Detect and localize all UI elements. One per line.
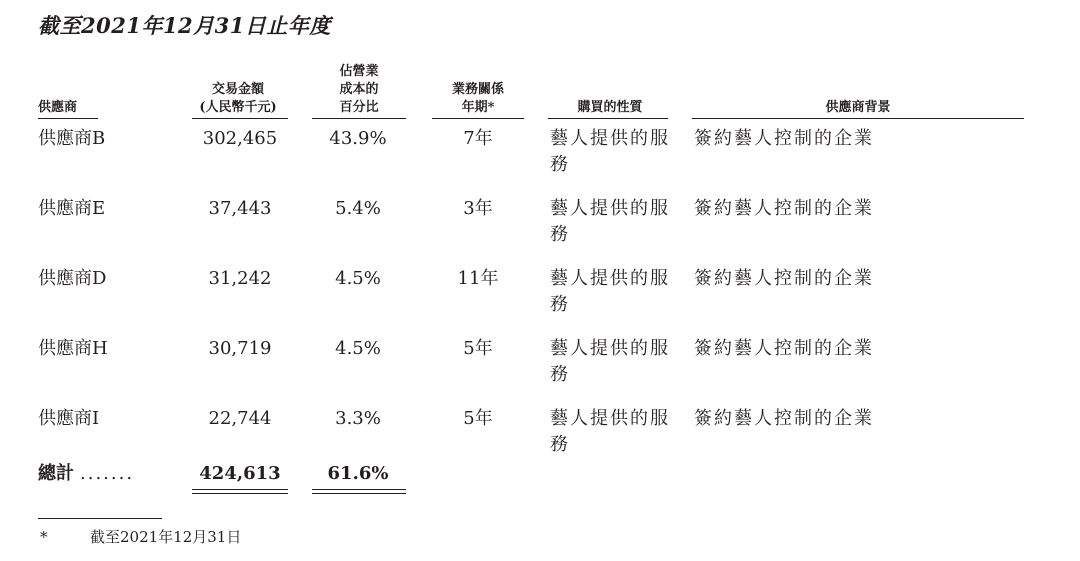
row-4-background: 簽約藝人控制的企業 xyxy=(694,338,874,359)
header-years-line1: 業務關係 xyxy=(451,82,504,97)
row-3-background: 簽約藝人控制的企業 xyxy=(694,268,874,289)
header-years xyxy=(432,81,524,117)
total-amount: 424,613 xyxy=(199,463,281,484)
row-4-amount: 30,719 xyxy=(208,338,272,359)
header-rule-amount xyxy=(192,118,288,119)
header-purchase xyxy=(550,99,670,117)
header-rule-background xyxy=(692,118,1024,119)
header-supplier xyxy=(38,99,77,117)
header-amount xyxy=(188,81,288,117)
row-3-supplier: 供應商D xyxy=(38,268,107,289)
header-purchase-label: 購買的性質 xyxy=(577,100,643,115)
row-5-amount: 22,744 xyxy=(208,408,272,429)
header-percent-line1: 佔營業 xyxy=(339,64,379,79)
total-leader-dots: ....... xyxy=(80,463,135,484)
header-background-label: 供應商背景 xyxy=(825,100,891,115)
header-supplier-label: 供應商 xyxy=(38,100,78,115)
row-3-years: 11年 xyxy=(457,268,499,289)
total-percent-double-rule xyxy=(312,489,406,494)
row-3-purchase: 藝人提供的服務 xyxy=(550,268,670,315)
row-5-years: 5年 xyxy=(463,408,493,429)
row-2-background: 簽約藝人控制的企業 xyxy=(694,198,874,219)
row-4-percent: 4.5% xyxy=(335,338,381,359)
row-3-amount: 31,242 xyxy=(208,268,272,289)
row-1-purchase: 藝人提供的服務 xyxy=(550,128,670,175)
total-row-label xyxy=(38,461,134,487)
row-1-years: 7年 xyxy=(463,128,493,149)
header-rule-years xyxy=(432,118,524,119)
footnote-rule xyxy=(38,518,162,519)
header-rule-supplier xyxy=(38,118,98,119)
header-background xyxy=(692,99,1024,117)
row-2-years: 3年 xyxy=(463,198,493,219)
total-amount-double-rule xyxy=(192,489,288,494)
row-2-percent: 5.4% xyxy=(335,198,381,219)
header-rule-percent xyxy=(312,118,406,119)
table-title: 截至2021年12月31日止年度 xyxy=(38,13,331,38)
footnote-marker: * xyxy=(40,528,48,546)
row-1-background: 簽約藝人控制的企業 xyxy=(694,128,874,149)
footnote-text: 截至2021年12月31日 xyxy=(90,528,242,546)
row-2-supplier: 供應商E xyxy=(38,198,106,219)
header-percent xyxy=(318,63,400,117)
row-2-amount: 37,443 xyxy=(208,198,272,219)
row-4-supplier: 供應商H xyxy=(38,338,108,359)
row-3-percent: 4.5% xyxy=(335,268,381,289)
header-percent-line2: 成本的 xyxy=(339,82,379,97)
header-amount-line1: 交易金額 xyxy=(211,82,264,97)
row-1-supplier: 供應商B xyxy=(38,128,106,149)
header-amount-line2: (人民幣千元) xyxy=(199,100,277,115)
total-label-text: 總計 xyxy=(38,463,74,484)
row-4-purchase: 藝人提供的服務 xyxy=(550,338,670,385)
row-2-purchase: 藝人提供的服務 xyxy=(550,198,670,245)
header-years-line2: 年期* xyxy=(461,100,495,115)
row-4-years: 5年 xyxy=(463,338,493,359)
row-1-amount: 302,465 xyxy=(202,128,278,149)
row-5-percent: 3.3% xyxy=(335,408,381,429)
row-5-purchase: 藝人提供的服務 xyxy=(550,408,670,455)
header-percent-line3: 百分比 xyxy=(339,100,379,115)
total-percent: 61.6% xyxy=(327,463,389,484)
header-rule-purchase xyxy=(548,118,668,119)
row-5-background: 簽約藝人控制的企業 xyxy=(694,408,874,429)
row-5-supplier: 供應商I xyxy=(38,408,100,429)
row-1-percent: 43.9% xyxy=(329,128,387,149)
